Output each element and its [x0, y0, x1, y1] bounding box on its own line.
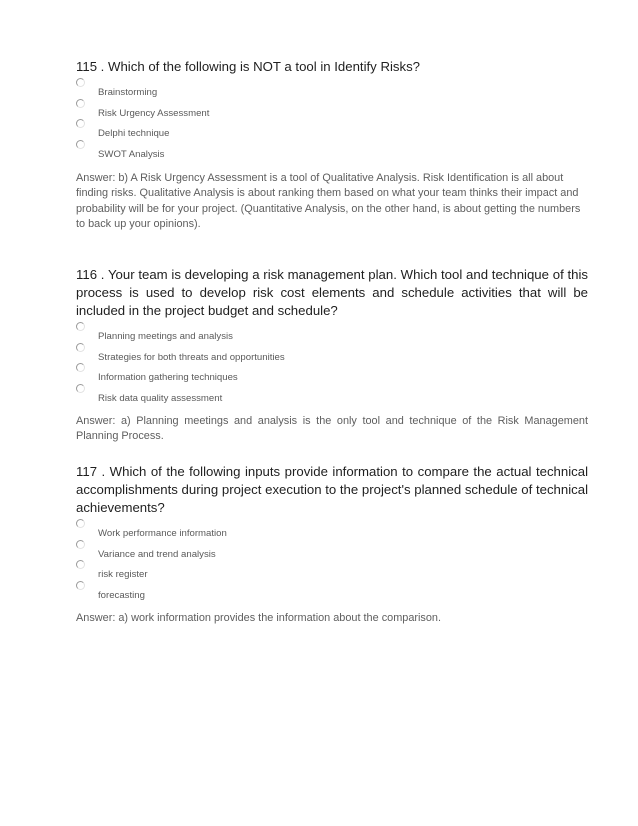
- options-list: [76, 519, 588, 602]
- option-label: Risk Urgency Assessment: [98, 107, 210, 119]
- question-115: [76, 58, 588, 233]
- radio-button-icon[interactable]: [76, 322, 85, 331]
- option-item[interactable]: [76, 140, 588, 161]
- option-item[interactable]: [76, 78, 588, 99]
- option-label: Delphi technique: [98, 128, 170, 140]
- radio-button-icon[interactable]: [76, 581, 85, 590]
- question-116: [76, 266, 588, 445]
- radio-button-icon[interactable]: [76, 140, 85, 149]
- option-item[interactable]: [76, 99, 588, 120]
- option-item[interactable]: [76, 540, 588, 561]
- options-list: [76, 78, 588, 161]
- option-label: Brainstorming: [98, 87, 158, 98]
- option-item[interactable]: [76, 581, 588, 602]
- option-item[interactable]: [76, 519, 588, 540]
- radio-button-icon[interactable]: [76, 99, 85, 108]
- radio-button-icon[interactable]: [76, 363, 85, 372]
- option-item[interactable]: [76, 384, 588, 405]
- option-label: Variance and trend analysis: [98, 548, 216, 560]
- question-117: [76, 463, 588, 626]
- radio-button-icon[interactable]: [76, 540, 85, 549]
- answer-text: Answer: a) Planning meetings and analysis is the only tool and technique of the Risk Management Planning Process.: [76, 414, 588, 443]
- option-label: Planning meetings and analysis: [98, 331, 233, 342]
- option-item[interactable]: [76, 119, 588, 140]
- option-item[interactable]: [76, 363, 588, 384]
- radio-button-icon[interactable]: [76, 560, 85, 569]
- option-label: SWOT Analysis: [98, 149, 165, 161]
- answer-text: Answer: b) A Risk Urgency Assessment is a tool of Qualitative Analysis. Risk Identification is all about finding risks. Qualitative Analysis is about ranking them based on what your team thinks their impact and probability will be for your project. (Quantitative Analysis, on the other hand, is about getting the numbers to back up your opinions).: [76, 171, 581, 231]
- radio-button-icon[interactable]: [76, 119, 85, 128]
- question-text: 116 . Your team is developing a risk management plan. Which tool and technique of this process is used to develop risk cost elements and schedule activities that will be included in the project budget and schedule?: [76, 267, 588, 318]
- options-list: [76, 322, 588, 405]
- radio-button-icon[interactable]: [76, 343, 85, 352]
- radio-button-icon[interactable]: [76, 78, 85, 87]
- radio-button-icon[interactable]: [76, 519, 85, 528]
- option-item[interactable]: [76, 322, 588, 343]
- option-label: forecasting: [98, 590, 145, 602]
- answer-text: Answer: a) work information provides the information about the comparison.: [76, 611, 442, 624]
- option-label: Work performance information: [98, 528, 227, 539]
- option-label: Information gathering techniques: [98, 372, 238, 384]
- option-label: Risk data quality assessment: [98, 393, 223, 405]
- question-text: 117 . Which of the following inputs provide information to compare the actual technical accomplishments during project execution to the project's planned schedule of technical achievements?: [76, 464, 589, 515]
- option-item[interactable]: [76, 560, 588, 581]
- option-label: Strategies for both threats and opportunities: [98, 351, 285, 363]
- question-text: 115 . Which of the following is NOT a tool in Identify Risks?: [76, 59, 421, 74]
- option-item[interactable]: [76, 343, 588, 364]
- option-label: risk register: [98, 569, 148, 581]
- radio-button-icon[interactable]: [76, 384, 85, 393]
